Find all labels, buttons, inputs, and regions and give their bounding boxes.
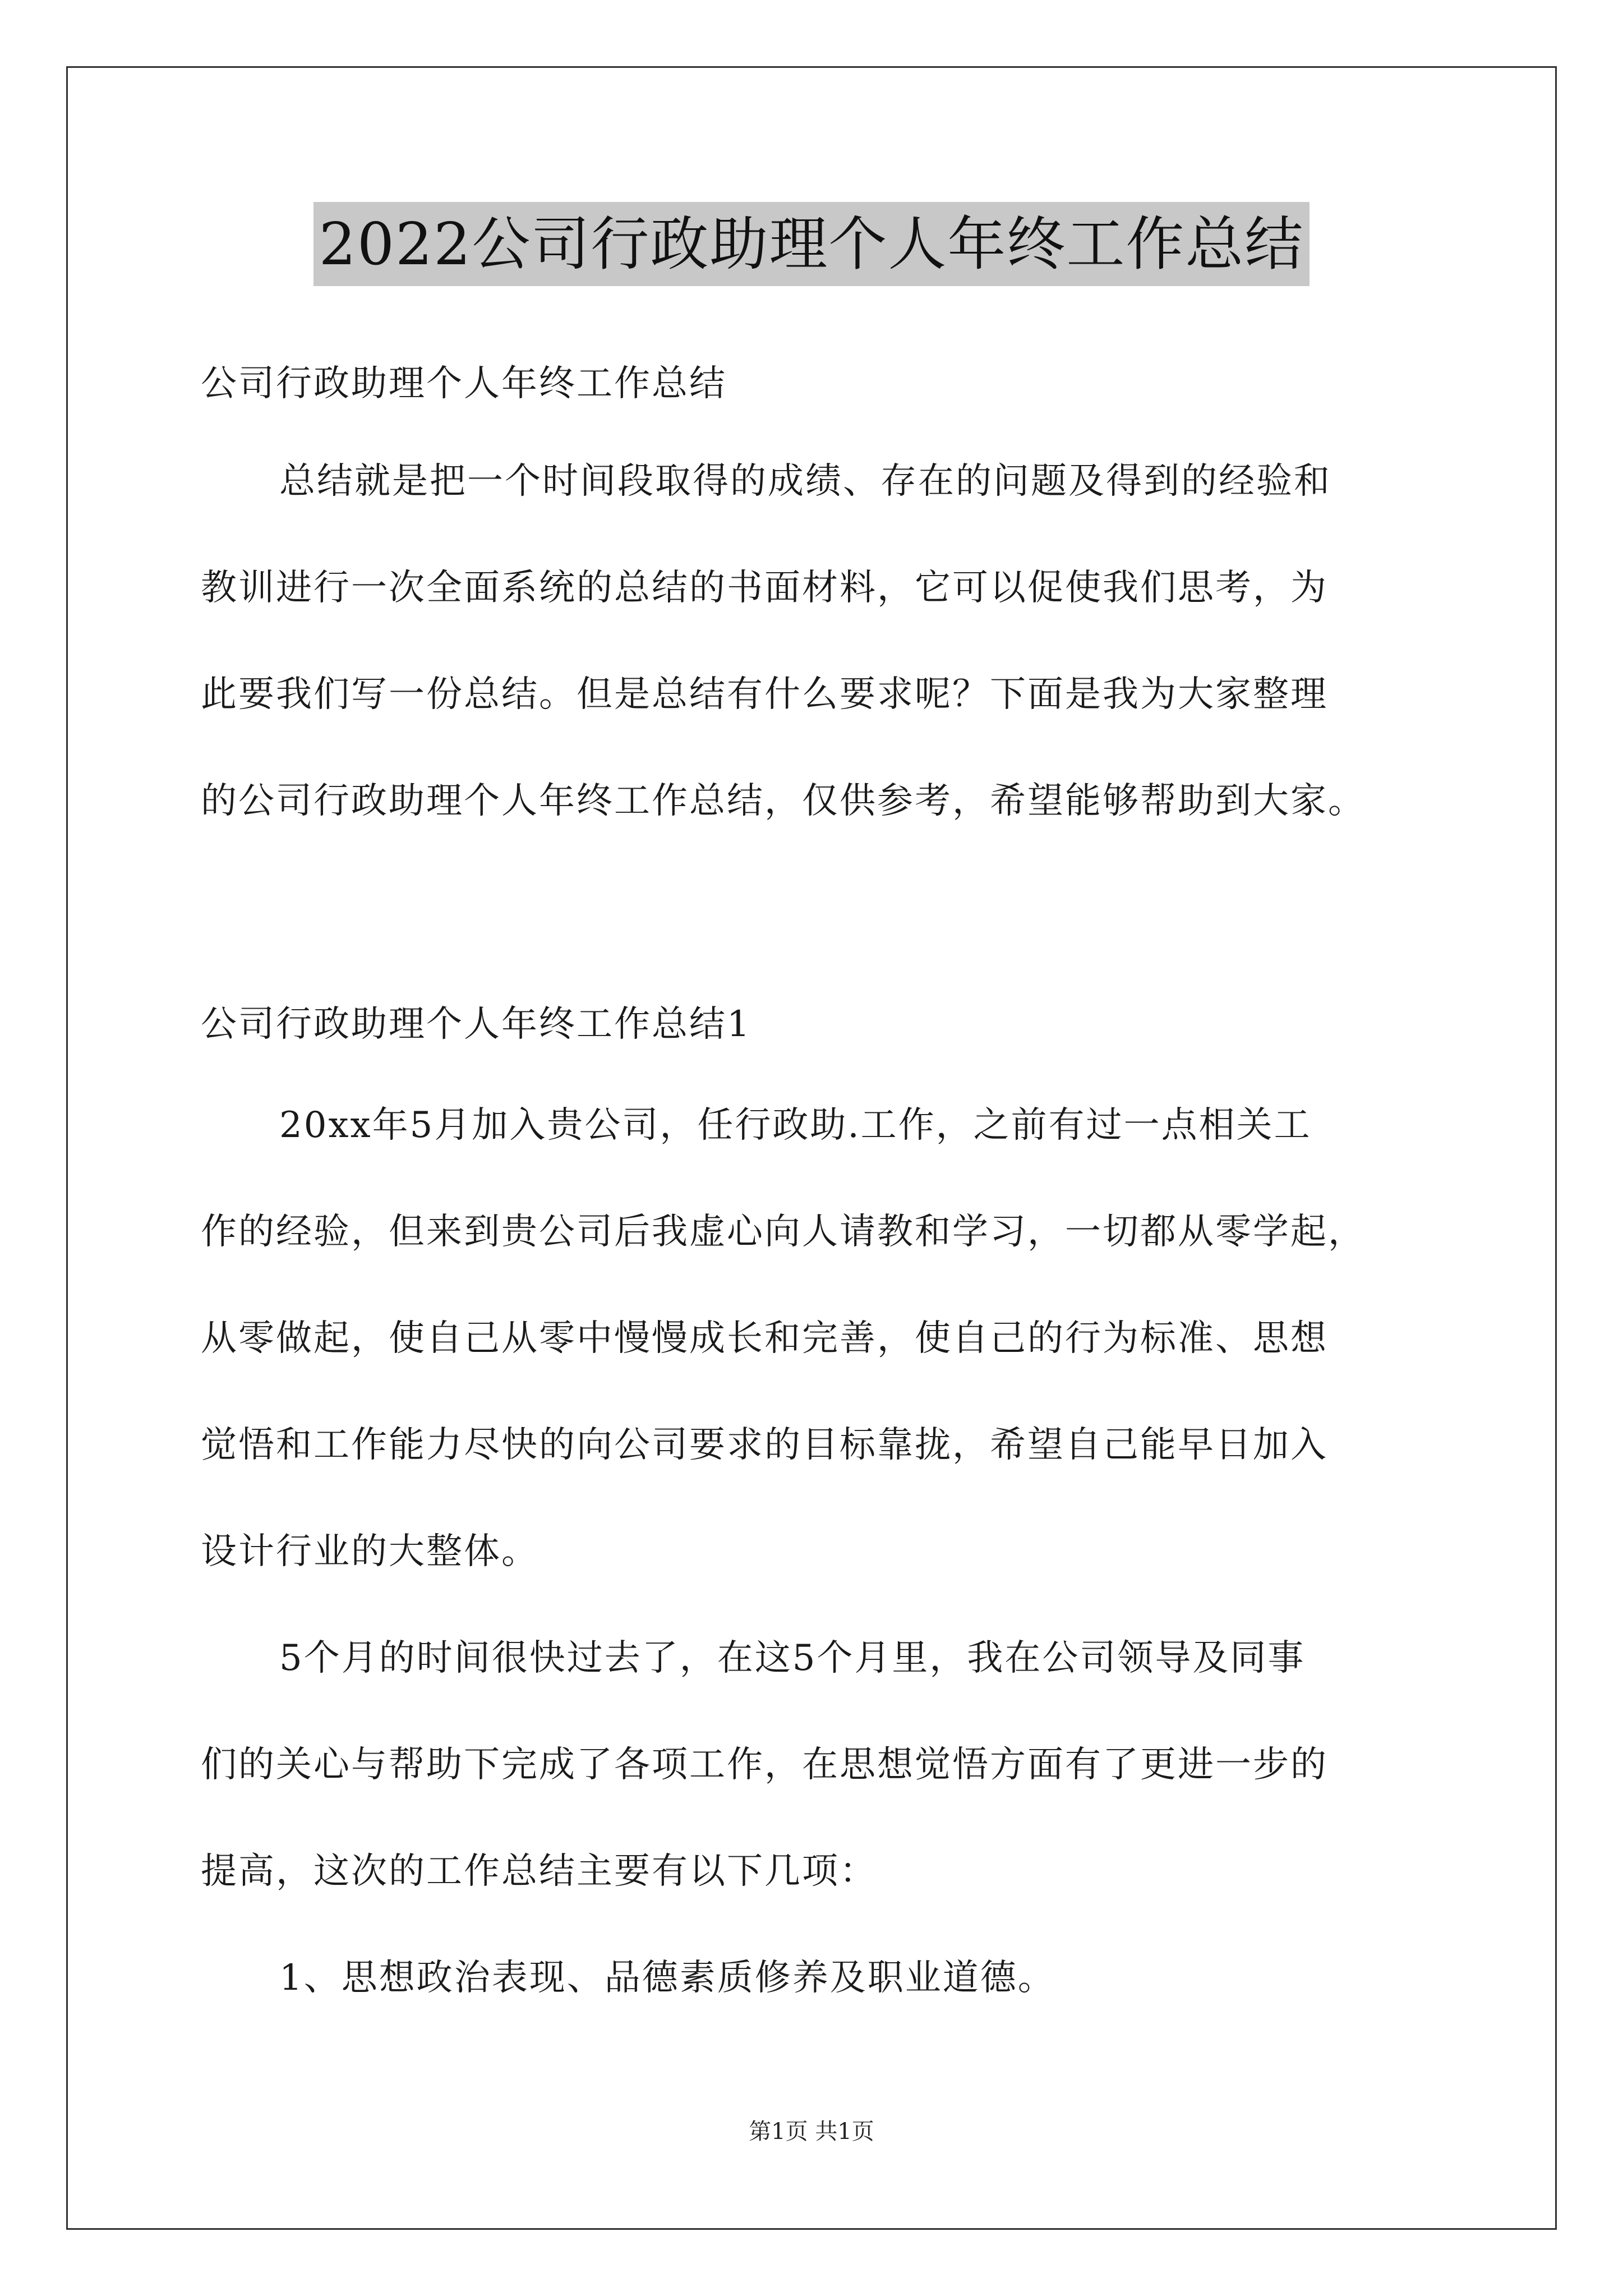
intro-line: 的公司行政助理个人年终工作总结，仅供参考，希望能够帮助到大家。: [201, 780, 1366, 822]
paragraph-line: 5个月的时间很快过去了，在这5个月里，我在公司领导及同事: [279, 1637, 1306, 1679]
paragraph-line: 20xx年5月加入贵公司，任行政助.工作，之前有过一点相关工: [279, 1105, 1312, 1146]
page-footer: 第1页 共1页: [749, 2119, 874, 2145]
paragraph-line: 作的经验，但来到贵公司后我虚心向人请教和学习，一切都从零学起，: [201, 1211, 1366, 1253]
paragraph-line: 提高，这次的工作总结主要有以下几项：: [201, 1851, 877, 1892]
intro-line: 教训进行一次全面系统的总结的书面材料，它可以促使我们思考，为: [201, 567, 1328, 609]
section-heading: 公司行政助理个人年终工作总结1: [201, 1004, 751, 1045]
list-item: 1、思想政治表现、品德素质修养及职业道德。: [279, 1957, 1055, 1999]
intro-line: 总结就是把一个时间段取得的成绩、存在的问题及得到的经验和: [279, 461, 1331, 502]
intro-line: 此要我们写一份总结。但是总结有什么要求呢？下面是我为大家整理: [201, 674, 1328, 715]
document-subtitle: 公司行政助理个人年终工作总结: [201, 363, 727, 404]
document-title: 2022公司行政助理个人年终工作总结: [313, 202, 1310, 286]
paragraph-line: 觉悟和工作能力尽快的向公司要求的目标靠拢，希望自己能早日加入: [201, 1424, 1328, 1466]
paragraph-line: 设计行业的大整体。: [201, 1531, 539, 1572]
title-container: [0, 202, 1623, 286]
paragraph-line: 从零做起，使自己从零中慢慢成长和完善，使自己的行为标准、思想: [201, 1318, 1328, 1359]
paragraph-line: 们的关心与帮助下完成了各项工作，在思想觉悟方面有了更进一步的: [201, 1744, 1328, 1786]
